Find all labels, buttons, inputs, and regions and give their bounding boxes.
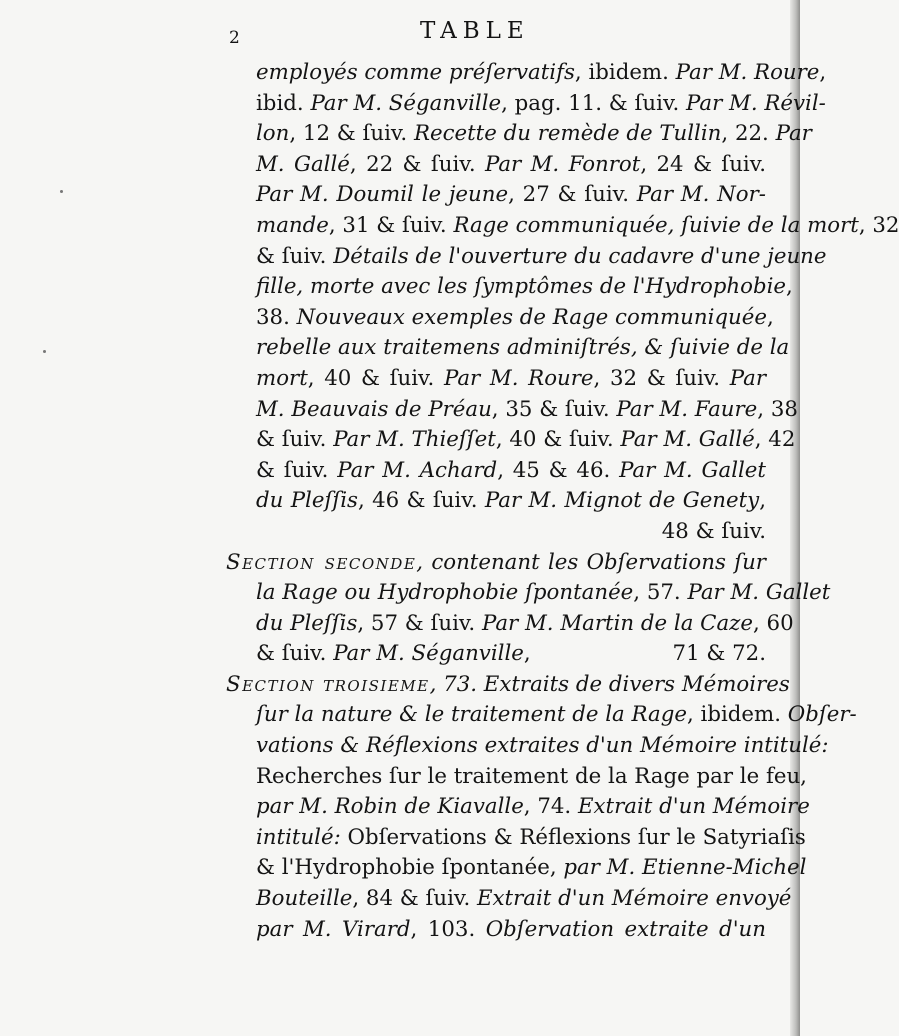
text-line: & l'Hydrophobie ſpontanée, par M. Etienne-Michel <box>256 855 807 881</box>
text-line: & ſuiv. Par M. Achard, 45 & 46. Par M. Gallet <box>256 457 766 483</box>
text-line: du Pleſſis, 57 & ſuiv. Par M. Martin de la Caze, 60 <box>256 610 794 636</box>
text-line: du Pleſſis, 46 & ſuiv. Par M. Mignot de Genety, <box>256 488 766 514</box>
text-line: & ſuiv. Par M. Thieſſet, 40 & ſuiv. Par M. Gallé, 42 <box>256 427 796 453</box>
text-line: ſur la nature & le traitement de la Rage, ibidem. Obſer- <box>256 702 857 728</box>
text-line: Recherches ſur le traitement de la Rage par le feu, <box>256 763 807 789</box>
text-line: Par M. Doumil le jeune, 27 & ſuiv. Par M. Nor- <box>256 182 766 208</box>
paper-speck <box>43 350 46 353</box>
text-line: & ſuiv. Détails de l'ouverture du cadavre d'une jeune <box>256 243 827 269</box>
text-line: Section seconde, contenant les Obſervations ſur <box>226 549 766 575</box>
text-line: Bouteille, 84 & ſuiv. Extrait d'un Mémoire envoyé <box>256 886 792 912</box>
text-line: employés comme préſervatifs, ibidem. Par M. Roure, <box>256 60 827 85</box>
text-line: intitulé: Obſervations & Réflexions ſur le Satyriaſis <box>256 824 806 850</box>
text-line: M. Beauvais de Préau, 35 & ſuiv. Par M. Faure, 38 <box>256 396 798 422</box>
text-line: rebelle aux traitemens adminiſtrés, & ſuivie de la <box>256 335 790 361</box>
paper-speck <box>60 190 63 193</box>
text-line: 38. Nouveaux exemples de Rage communiquée, <box>256 304 774 330</box>
page-number: 2 <box>229 28 240 48</box>
text-line: M. Gallé, 22 & ſuiv. Par M. Fonrot, 24 & ſuiv. <box>256 151 766 177</box>
text-line: & ſuiv. Par M. Séganville, 71 & 72. <box>256 641 766 667</box>
text-line: fille, morte avec les ſymptômes de l'Hydrophobie, <box>256 274 793 300</box>
text-line: ibid. Par M. Séganville, pag. 11. & ſuiv. Par M. Révil- <box>256 90 826 116</box>
text-line: par M. Robin de Kiavalle, 74. Extrait d'un Mémoire <box>256 794 810 820</box>
text-line: mande, 31 & ſuiv. Rage communiquée, ſuivie de la mort, 32 <box>256 212 899 238</box>
text-line: 48 & ſuiv. <box>661 518 766 544</box>
text-line: par M. Virard, 103. Obſervation extraite d'un <box>256 916 766 942</box>
text-line: mort, 40 & ſuiv. Par M. Roure, 32 & ſuiv. Par <box>256 365 767 391</box>
table-of-contents-body <box>226 58 899 945</box>
text-line: Section troisieme, 73. Extraits de divers Mémoires <box>226 671 790 697</box>
text-line: lon, 12 & ſuiv. Recette du remède de Tullin, 22. Par <box>256 121 812 147</box>
text-line: la Rage ou Hydrophobie ſpontanée, 57. Par M. Gallet <box>256 580 831 606</box>
running-head: TABLE <box>420 18 530 44</box>
text-line: vations & Réflexions extraites d'un Mémoire intitulé: <box>256 733 829 759</box>
